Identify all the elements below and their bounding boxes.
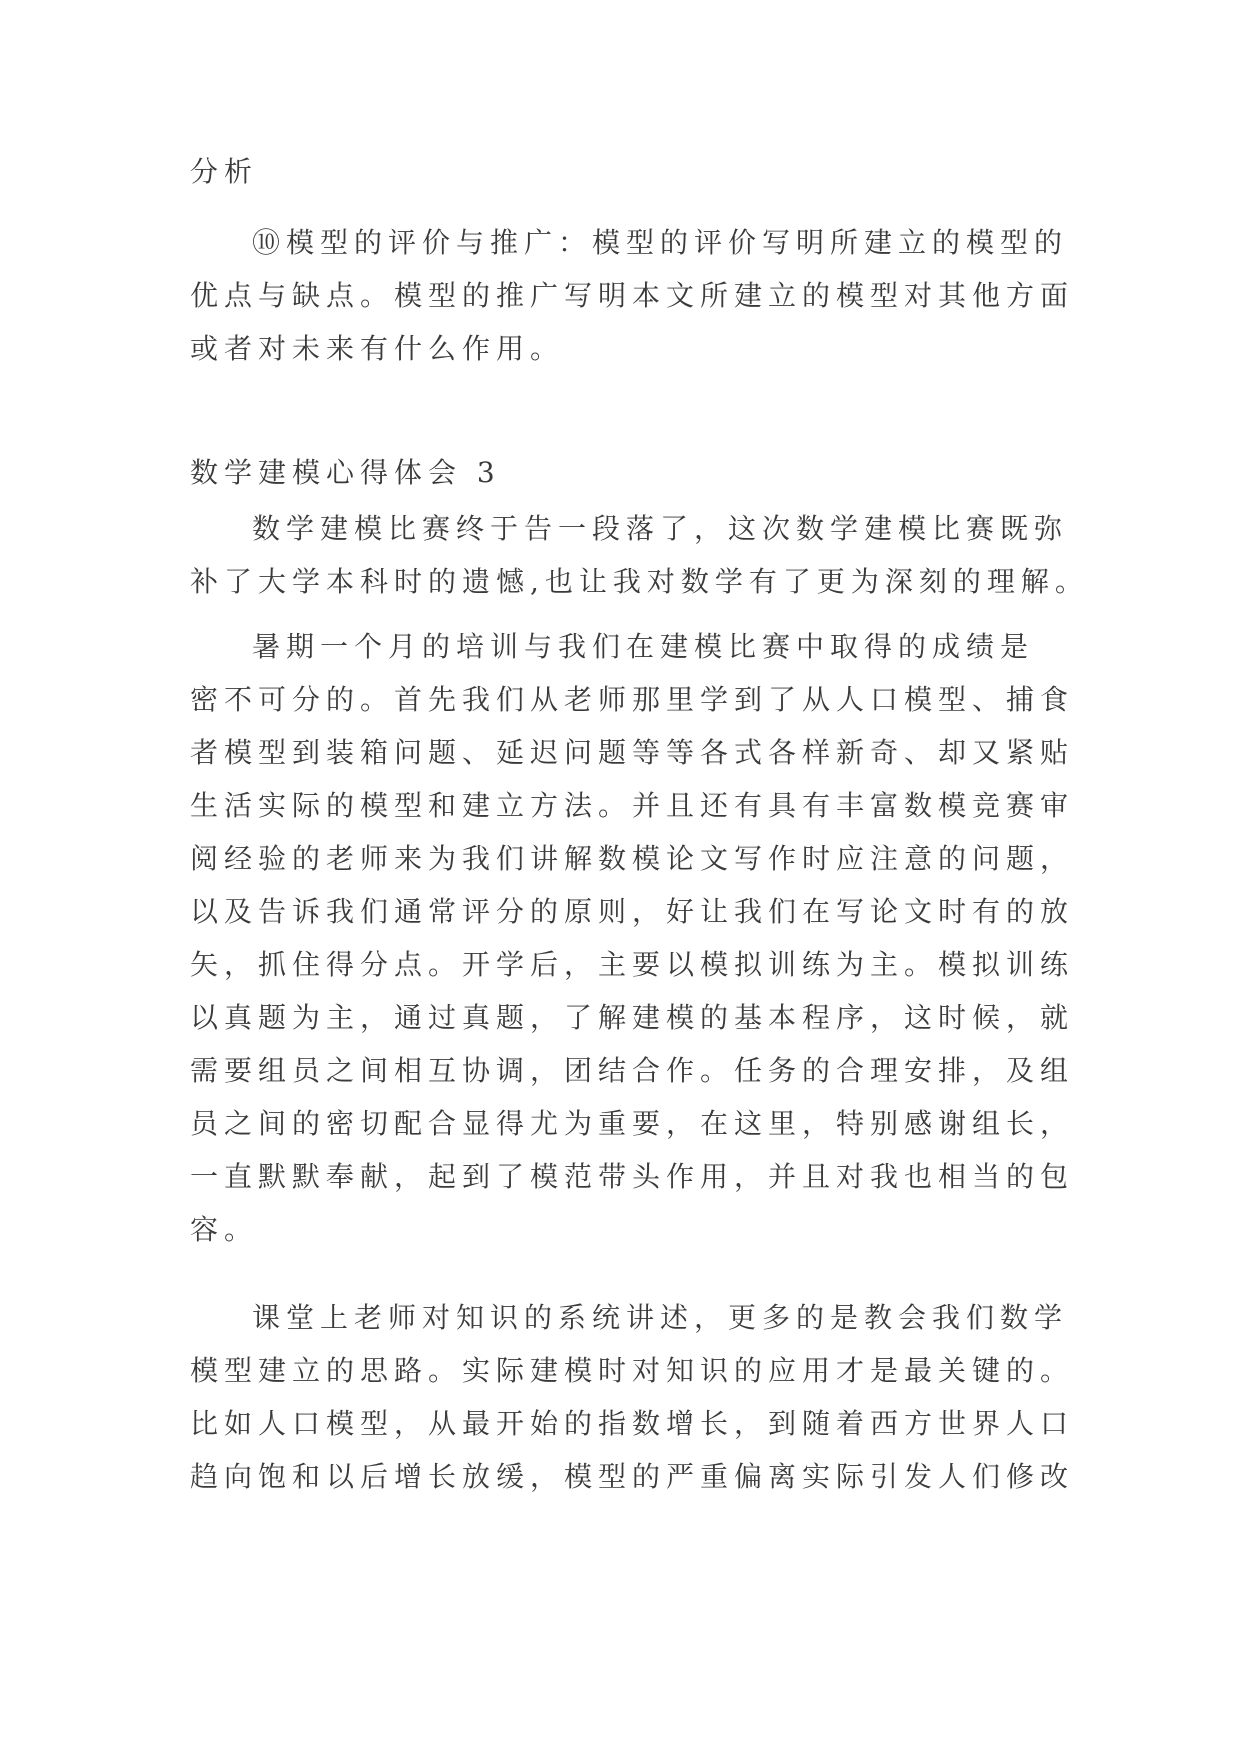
text-line: 生活实际的模型和建立方法。并且还有具有丰富数模竞赛审 xyxy=(190,789,1075,822)
text-line: 需要组员之间相互协调，团结合作。任务的合理安排，及组 xyxy=(190,1054,1075,1087)
text-line: 比如人口模型，从最开始的指数增长，到随着西方世界人口 xyxy=(190,1407,1075,1440)
text-line: 课堂上老师对知识的系统讲述，更多的是教会我们数学 xyxy=(252,1301,1069,1334)
section-heading: 数学建模心得体会 3 xyxy=(190,456,501,489)
text-line: 以及告诉我们通常评分的原则，好让我们在写论文时有的放 xyxy=(190,895,1075,928)
text-line: 密不可分的。首先我们从老师那里学到了从人口模型、捕食 xyxy=(190,683,1075,716)
text-line: 员之间的密切配合显得尤为重要，在这里，特别感谢组长， xyxy=(190,1107,1075,1140)
text-line: ⑩模型的评价与推广：模型的评价写明所建立的模型的 xyxy=(252,226,1069,259)
text-line: 阅经验的老师来为我们讲解数模论文写作时应注意的问题， xyxy=(190,842,1075,875)
text-line: 模型建立的思路。实际建模时对知识的应用才是最关键的。 xyxy=(190,1354,1075,1387)
text-line: 数学建模比赛终于告一段落了，这次数学建模比赛既弥 xyxy=(252,512,1069,545)
text-line: 者模型到装箱问题、延迟问题等等各式各样新奇、却又紧贴 xyxy=(190,736,1075,769)
text-line: 矢，抓住得分点。开学后，主要以模拟训练为主。模拟训练 xyxy=(190,948,1075,981)
text-line: 或者对未来有什么作用。 xyxy=(190,332,565,365)
text-line: 容。 xyxy=(190,1213,259,1246)
text-line: 以真题为主，通过真题，了解建模的基本程序，这时候，就 xyxy=(190,1001,1075,1034)
text-line: 暑期一个月的培训与我们在建模比赛中取得的成绩是 xyxy=(252,630,1035,663)
text-line: 优点与缺点。模型的推广写明本文所建立的模型对其他方面 xyxy=(190,279,1075,312)
text-line: 趋向饱和以后增长放缓，模型的严重偏离实际引发人们修改 xyxy=(190,1460,1075,1493)
text-line: 补了大学本科时的遗憾,也让我对数学有了更为深刻的理解。 xyxy=(190,565,1089,598)
text-line: 分析 xyxy=(190,155,259,188)
text-line: 一直默默奉献，起到了模范带头作用，并且对我也相当的包 xyxy=(190,1160,1075,1193)
